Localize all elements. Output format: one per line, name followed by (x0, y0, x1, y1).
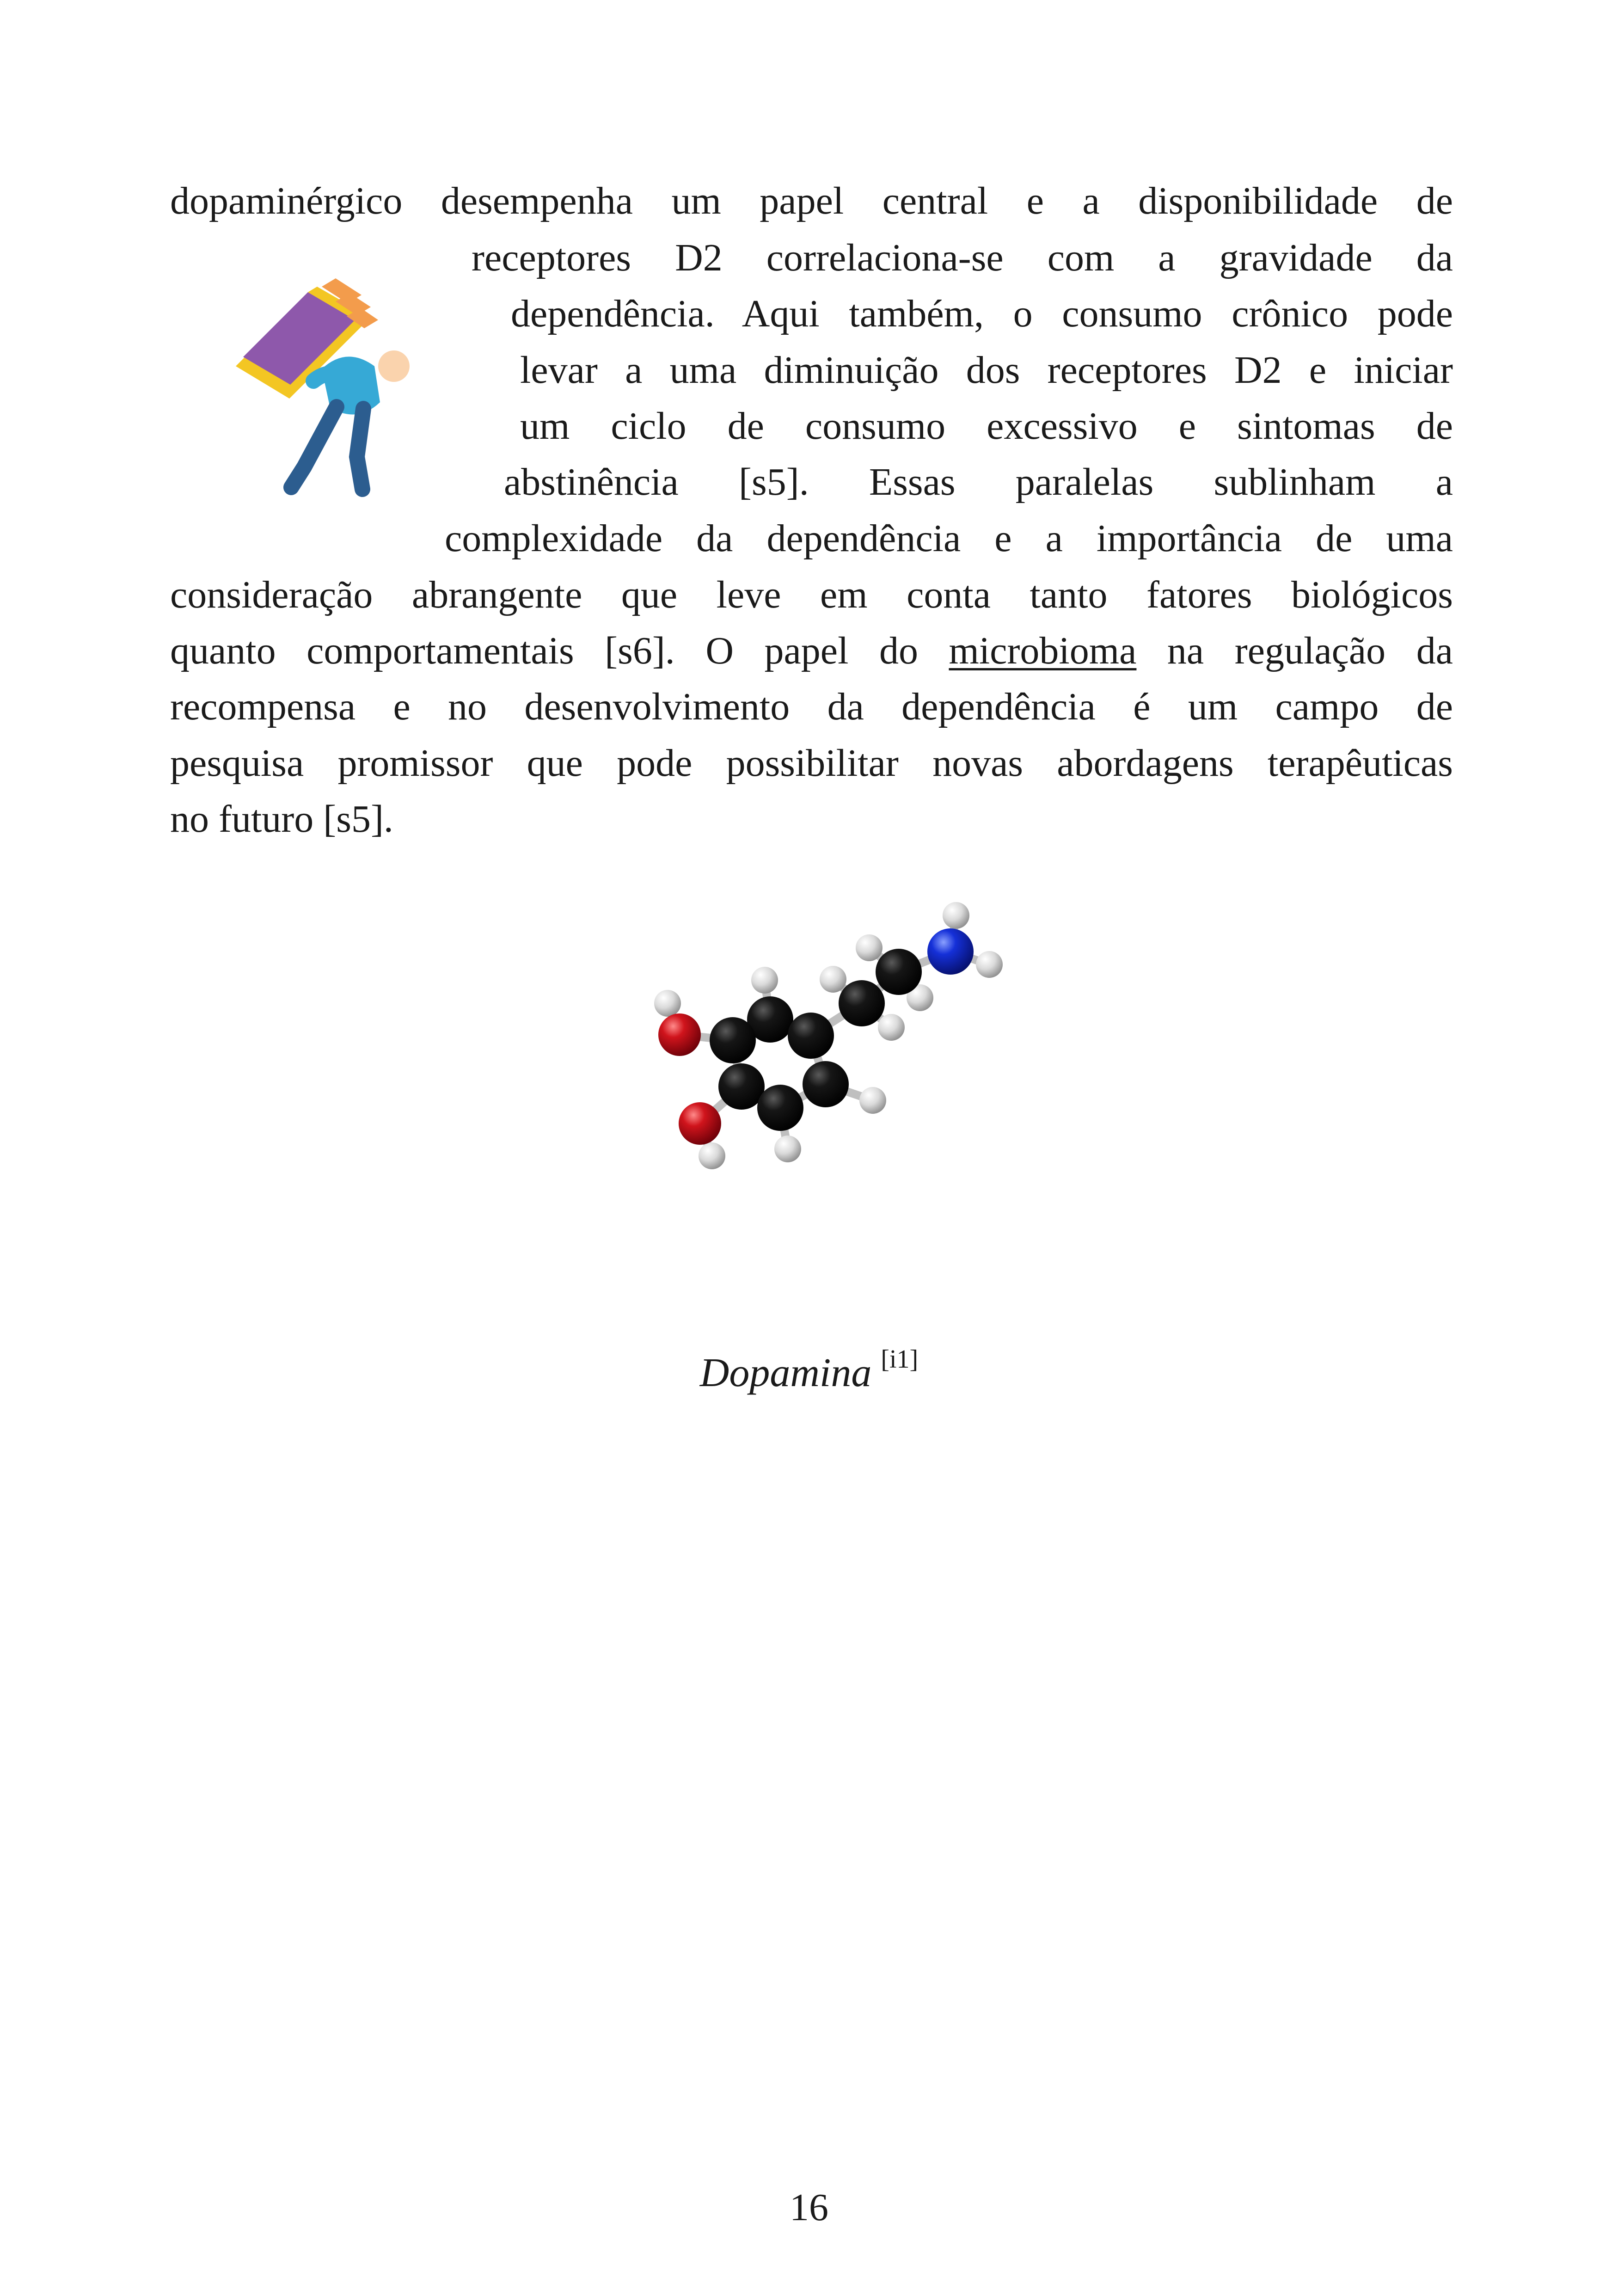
caption-reference: [i1] (881, 1345, 919, 1374)
microbioma-link[interactable]: microbioma (949, 629, 1137, 672)
paragraph-line-5: um ciclo de consumo excessivo e sintomas de (520, 405, 1453, 448)
person-carrying-book-icon (231, 268, 425, 509)
paragraph-line-9 (170, 626, 1453, 676)
paragraph-line-2: receptores D2 correlaciona-se com a gravidade da (472, 236, 1453, 279)
paragraph-line-4: levar a uma diminuição dos receptores D2 e iniciar (520, 349, 1453, 392)
paragraph-line-12: no futuro [s5]. (170, 798, 393, 841)
nitrogen-atom (927, 928, 974, 975)
line-9-text-before: quanto comportamentais [s6]. O papel do (170, 629, 949, 672)
dopamine-molecule-icon (601, 897, 1036, 1285)
paragraph-line-3: dependência. Aqui também, o consumo crônico pode (511, 292, 1453, 335)
paragraph-line-8: consideração abrangente que leve em conta tanto fatores biológicos (170, 573, 1453, 616)
paragraph-line-7: complexidade da dependência e a importância de uma (445, 517, 1453, 560)
caption-title: Dopamina (699, 1351, 872, 1395)
line-9-text-after: na regulação da (1136, 629, 1453, 672)
paragraph-line-10: recompensa e no desenvolvimento da dependência é um campo de (170, 685, 1453, 728)
paragraph-line-1: dopaminérgico desempenha um papel central e a disponibilidade de (170, 179, 1453, 222)
page-number: 16 (790, 2186, 828, 2229)
paragraph-line-6: abstinência [s5]. Essas paralelas sublinham a (504, 460, 1453, 503)
figure-caption (0, 1332, 1618, 1401)
paragraph-line-11: pesquisa promissor que pode possibilitar novas abordagens terapêuticas (170, 742, 1453, 785)
